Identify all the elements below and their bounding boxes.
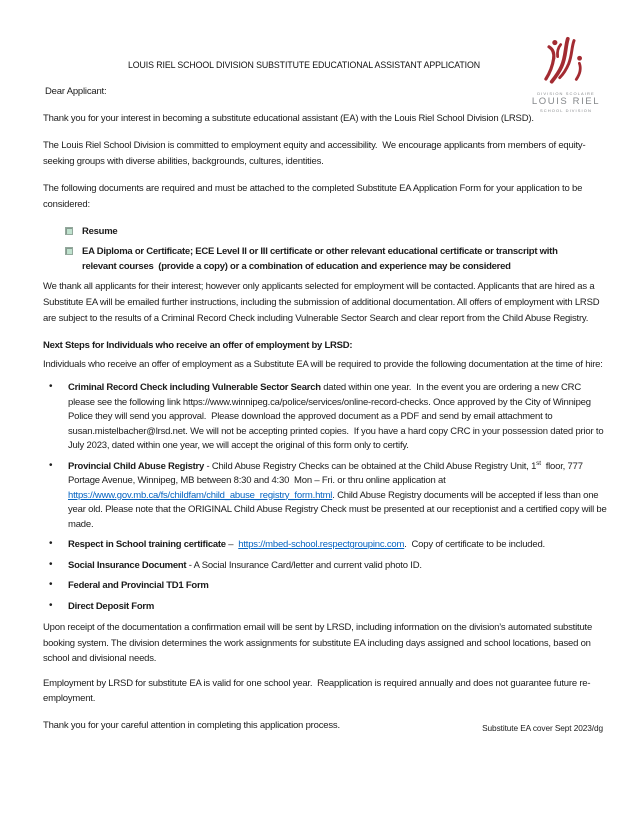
doc-link[interactable]: https://mbed-school.respectgroupinc.com [238, 539, 405, 550]
required-documents-list [65, 224, 607, 274]
checklist-item-resume [65, 224, 607, 239]
body-text: . Child Abuse Registry documents will be accepted if less than one year old. Please note that the ORIGINAL Child Abuse Registry Check must be presented at our receptionist and a certified copy will be made. [68, 489, 610, 530]
doc-footer-note: Substitute EA cover Sept 2023/dg [482, 722, 603, 733]
next-steps-heading: Next Steps for Individuals who receive an offer of employment by LRSD: [43, 340, 353, 351]
bullet-icon: • [49, 459, 53, 471]
list-item-direct-deposit [43, 600, 607, 615]
bold-text: Provincial Child Abuse Registry [68, 460, 205, 472]
intro-paragraph-required-docs: The following documents are required and must be attached to the completed Substitute EA Application Form for your application to be considered: [43, 183, 585, 210]
checkbox-icon [65, 227, 73, 235]
bullet-icon: • [49, 381, 53, 392]
thanks-paragraph: We thank all applicants for their interest; however only applicants selected for employment will be contacted. Applicants that are hired as a Substitute EA will be emailed further instructions, including the submission of additional documentation. All offers of employment with LRSD are subject to the results of a Criminal Record Check including Vulnerable Sector Search and clear report from the Child Abuse Registry. [43, 281, 602, 324]
body-text: - A Social Insurance Card/letter and current valid photo ID. [186, 559, 422, 571]
closing-paragraph-confirmation: Upon receipt of the documentation a confirmation email will be sent by LRSD, including information on the division’s automated substitute booking system. The division determines the work assignments for substitute EA including days assigned and school locations, based on school and divisional needs. [43, 622, 595, 664]
closing-line: Thank you for your careful attention in completing this application process. [43, 719, 340, 731]
bold-text: Respect in School training certificate [68, 539, 226, 550]
list-item-social-insurance [43, 559, 607, 574]
body-text: floor, 777 Portage Avenue, Winnipeg, MB between 8:30 and 4:30 Mon – Fri. or thru online application at [68, 460, 586, 486]
logo-school-division-text: SCHOOL DIVISION [540, 107, 592, 113]
lrsd-logo-mark-icon [541, 36, 591, 88]
closing-paragraph-reapplication: Employment by LRSD for substitute EA is valid for one school year. Reapplication is required annually and does not guarantee future re-employment. [43, 677, 591, 704]
doc-link[interactable]: https://www.gov.mb.ca/fs/childfam/child_abuse_registry_form.html [68, 489, 333, 501]
footer [43, 719, 607, 733]
list-item-td1-form [43, 579, 607, 594]
logo-division-scolaire-text: DIVISION SCOLAIRE [537, 91, 595, 96]
intro-paragraph-thank-you: Thank you for your interest in becoming a substitute educational assistant (EA) with the Louis Riel School Division (LRSD). [43, 113, 534, 124]
next-steps-list [43, 381, 610, 614]
checklist-item-label: Resume [82, 226, 118, 237]
bullet-icon: • [49, 558, 53, 570]
bold-text: Criminal Record Check including Vulnerable Sector Search [68, 382, 321, 393]
lrsd-logo [518, 36, 614, 113]
bold-text: Direct Deposit Form [68, 600, 155, 612]
salutation: Dear Applicant: [45, 86, 107, 97]
body-text: . Copy of certificate to be included. [404, 539, 545, 550]
checklist-item-label: EA Diploma or Certificate; ECE Level II or III certificate or other relevant educational certificate or transcript with relevant courses (provide a copy) or a combination of education and experience may be considered [82, 246, 561, 272]
superscript-text: st [536, 459, 541, 467]
bullet-icon: • [49, 599, 53, 611]
checklist-item-ea-diploma [65, 244, 607, 274]
logo-name-text: LOUIS RIEL [531, 96, 601, 108]
bullet-icon: • [49, 538, 53, 549]
intro-paragraph-equity: The Louis Riel School Division is committed to employment equity and accessibility. We encourage applicants from members of equity-seeking groups with diverse abilities, backgrounds, cultures, identities. [43, 140, 586, 167]
body-text: dated within one year. In the event you are ordering a new CRC please see the following link https://www.winnipeg.ca/police/services/online-record-checks. Once approved by the City of Winnipeg Police they will send you approval. Please download the approved document as a PDF and send by email attachment to susan.mistelbacher@lrsd.net. We will not be accepting printed copies. If you have a hard copy CRC in your possession dated prior to July 2023, dated within one year, we will accept the original of this form only to certify. [68, 382, 606, 451]
page-title: LOUIS RIEL SCHOOL DIVISION SUBSTITUTE EDUCATIONAL ASSISTANT APPLICATION [127, 60, 481, 70]
list-item-criminal-record-check [43, 381, 607, 454]
bold-text: Social Insurance Document [68, 559, 187, 571]
body-text: – [225, 539, 239, 550]
list-item-respect-in-school [43, 538, 607, 553]
bullet-icon: • [49, 579, 53, 590]
bold-text: Federal and Provincial TD1 Form [68, 580, 209, 591]
next-steps-intro: Individuals who receive an offer of employment as a Substitute EA will be required to provide the following documentation at the time of hire: [43, 359, 603, 370]
checkbox-icon [65, 247, 73, 255]
list-item-child-abuse-registry [43, 459, 610, 533]
body-text: - Child Abuse Registry Checks can be obtained at the Child Abuse Registry Unit, 1 [204, 460, 537, 472]
